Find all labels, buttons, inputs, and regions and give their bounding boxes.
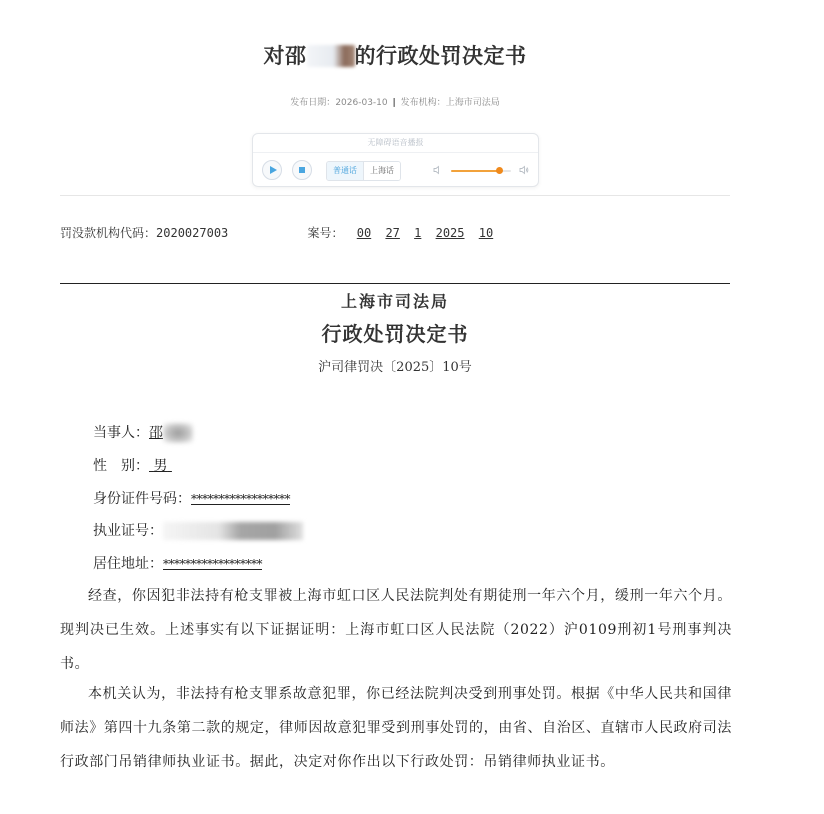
audio-player-heading: 无障碍语音播报 xyxy=(253,134,538,153)
publish-meta xyxy=(0,95,790,108)
decision-paragraph: 本机关认为，非法持有枪支罪系故意犯罪，你已经法院判决受到刑事处罚。根据《中华人民共和国律师法》第四十九条第二款的规定，律师因故意犯罪受到刑事处罚的，由省、自治区、直辖市人民政府司法行政部门吊销律师执业证书。据此，决定对你作出以下行政处罚：吊销律师执业证书。 xyxy=(60,686,732,770)
document-number: 沪司律罚决〔2025〕10号 xyxy=(318,360,472,375)
volume-fill xyxy=(451,170,499,172)
license-label: 执业证号： xyxy=(93,523,163,539)
party-label: 当事人： xyxy=(93,425,149,441)
volume-high-icon[interactable] xyxy=(519,165,529,175)
publisher-label: 发布机构： xyxy=(400,98,446,108)
party-field xyxy=(93,422,193,443)
play-icon[interactable] xyxy=(262,160,282,180)
volume-slider[interactable] xyxy=(451,170,511,172)
gender-value xyxy=(149,458,172,474)
id-number-label: 身份证件号码： xyxy=(93,491,191,507)
redacted-license-blur xyxy=(163,522,303,540)
case-part: 10 xyxy=(478,226,494,240)
header-divider xyxy=(60,195,730,196)
org-code: 2020027003 xyxy=(156,226,229,240)
stop-icon[interactable] xyxy=(292,160,312,180)
org-code-label: 罚没款机构代码： xyxy=(60,226,157,240)
gender-field xyxy=(93,455,172,475)
id-number-value: ****************** xyxy=(191,492,290,506)
party-surname: 邵 xyxy=(149,425,163,441)
party-value xyxy=(149,425,193,441)
publish-date: 2026-03-10 xyxy=(335,98,388,108)
id-number-field xyxy=(93,488,290,508)
address-value: ****************** xyxy=(163,557,262,571)
codes-line xyxy=(60,224,500,241)
page-title xyxy=(0,40,790,70)
redacted-name-blur xyxy=(163,423,193,443)
publisher: 上海市司法局 xyxy=(445,98,500,108)
case-part: 1 xyxy=(414,226,422,240)
license-field xyxy=(93,520,303,540)
mandarin-button[interactable]: 普通话 xyxy=(327,162,364,180)
volume-low-icon[interactable] xyxy=(433,165,443,175)
page-title-prefix: 对邵 xyxy=(263,44,307,68)
publish-date-label: 发布日期： xyxy=(290,98,336,108)
issuing-organization: 上海市司法局 xyxy=(340,292,449,311)
address-field xyxy=(93,553,262,573)
gender-text: 男 xyxy=(153,458,168,474)
case-part: 27 xyxy=(385,226,400,240)
address-label: 居住地址： xyxy=(93,556,163,572)
case-label: 案号： xyxy=(307,226,344,240)
volume-knob[interactable] xyxy=(496,167,503,174)
document-divider xyxy=(60,283,730,284)
audio-player xyxy=(252,133,539,187)
meta-separator: | xyxy=(392,98,396,108)
findings-paragraph: 经查，你因犯非法持有枪支罪被上海市虹口区人民法院判处有期徒刑一年六个月，缓刑一年六个月。现判决已生效。上述事实有以下证据证明：上海市虹口区人民法院（2022）沪0109刑初1号刑事判决书。 xyxy=(60,588,732,672)
redacted-name-blur xyxy=(307,45,355,67)
document-title: 行政处罚决定书 xyxy=(321,322,469,346)
language-toggle xyxy=(326,161,401,181)
page-title-suffix: 的行政处罚决定书 xyxy=(354,44,527,68)
shanghainese-button[interactable]: 上海话 xyxy=(364,162,400,180)
case-part: 00 xyxy=(356,226,372,240)
case-part: 2025 xyxy=(435,226,465,240)
gender-label: 性 别： xyxy=(93,458,149,474)
